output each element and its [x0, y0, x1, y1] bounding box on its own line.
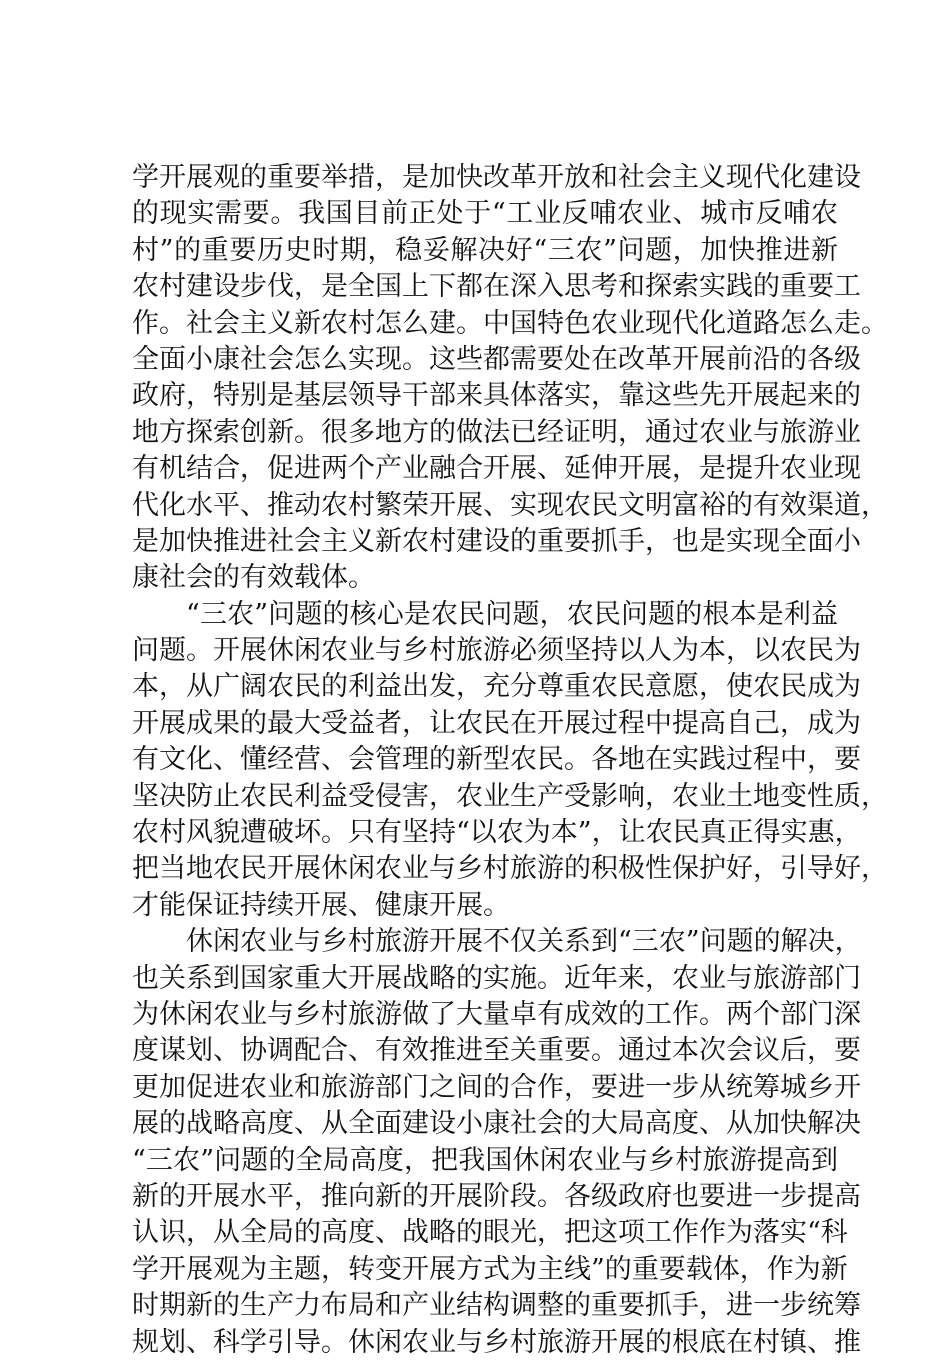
paragraph-3-line-2: 也关系到国家重大开展战略的实施。近年来，农业与旅游部门	[132, 962, 861, 994]
paragraph-3-line-5: 更加促进农业和旅游部门之间的合作，要进一步从统筹城乡开	[132, 1071, 861, 1103]
paragraph-1-line-2: 的现实需要。我国目前正处于“工业反哺农业、城市反哺农	[132, 198, 838, 230]
paragraph-2-line-2: 问题。开展休闲农业与乡村旅游必须坚持以人为本，以农民为	[132, 635, 861, 667]
paragraph-3-line-6: 展的战略高度、从全面建设小康社会的大局高度、从加快解决	[132, 1108, 861, 1140]
paragraph-3-line-9: 认识，从全局的高度、战略的眼光，把这项工作作为落实“科	[132, 1217, 848, 1249]
paragraph-1-line-11: 是加快推进社会主义新农村建设的重要抓手，也是实现全面小	[132, 525, 861, 557]
paragraph-1-line-1: 学开展观的重要举措，是加快改革开放和社会主义现代化建设	[132, 162, 861, 193]
paragraph-3-line-1: 休闲农业与乡村旅游开展不仅关系到“三农”问题的解决，	[186, 926, 862, 958]
paragraph-3-line-10: 学开展观为主题，转变开展方式为主线”的重要载体，作为新	[132, 1253, 848, 1285]
paragraph-3-line-8: 新的开展水平，推向新的开展阶段。各级政府也要进一步提高	[132, 1180, 861, 1212]
paragraph-3-line-11: 时期新的生产力布局和产业结构调整的重要抓手，进一步统筹	[132, 1290, 861, 1322]
paragraph-1-line-9: 有机结合，促进两个产业融合开展、延伸开展，是提升农业现	[132, 453, 861, 485]
paragraph-3-line-4: 度谋划、协调配合、有效推进至关重要。通过本次会议后，要	[132, 1035, 861, 1067]
paragraph-3-line-3: 为休闲农业与乡村旅游做了大量卓有成效的工作。两个部门深	[132, 998, 861, 1030]
paragraph-1-line-3: 村”的重要历史时期，稳妥解决好“三农”问题，加快推进新	[132, 234, 838, 266]
paragraph-2-line-1: “三农”问题的核心是农民问题，农民问题的根本是利益	[186, 598, 838, 630]
paragraph-3-line-7: “三农”问题的全局高度，把我国休闲农业与乡村旅游提高到	[132, 1144, 838, 1176]
paragraph-1-line-8: 地方探索创新。很多地方的做法已经证明，通过农业与旅游业	[132, 416, 861, 448]
paragraph-2-line-8: 把当地农民开展休闲农业与乡村旅游的积极性保护好，引导好，	[132, 853, 888, 885]
paragraph-1-line-4: 农村建设步伐，是全国上下都在深入思考和探索实践的重要工	[132, 271, 861, 303]
paragraph-2-line-7: 农村风貌遭破坏。只有坚持“以农为本”，让农民真正得实惠，	[132, 817, 862, 849]
paragraph-3-line-12: 规划、科学引导。休闲农业与乡村旅游开展的根底在村镇、推	[132, 1326, 861, 1358]
paragraph-1-line-5: 作。社会主义新农村怎么建。中国特色农业现代化道路怎么走。	[132, 307, 888, 339]
paragraph-2-line-9: 才能保证持续开展、健康开展。	[132, 889, 510, 921]
paragraph-2-line-3: 本，从广阔农民的利益出发，充分尊重农民意愿，使农民成为	[132, 671, 861, 703]
paragraph-2-line-5: 有文化、懂经营、会管理的新型农民。各地在实践过程中，要	[132, 744, 861, 776]
paragraph-1-line-12: 康社会的有效载体。	[132, 562, 375, 594]
paragraph-2-line-4: 开展成果的最大受益者，让农民在开展过程中提高自己，成为	[132, 707, 861, 739]
paragraph-1-line-6: 全面小康社会怎么实现。这些都需要处在改革开展前沿的各级	[132, 343, 861, 375]
paragraph-2-line-6: 坚决防止农民利益受侵害，农业生产受影响，农业土地变性质，	[132, 780, 888, 812]
paragraph-1-line-10: 代化水平、推动农村繁荣开展、实现农民文明富裕的有效渠道，	[132, 489, 888, 521]
paragraph-1-line-7: 政府，特别是基层领导干部来具体落实，靠这些先开展起来的	[132, 380, 861, 412]
body-text	[132, 160, 888, 1361]
